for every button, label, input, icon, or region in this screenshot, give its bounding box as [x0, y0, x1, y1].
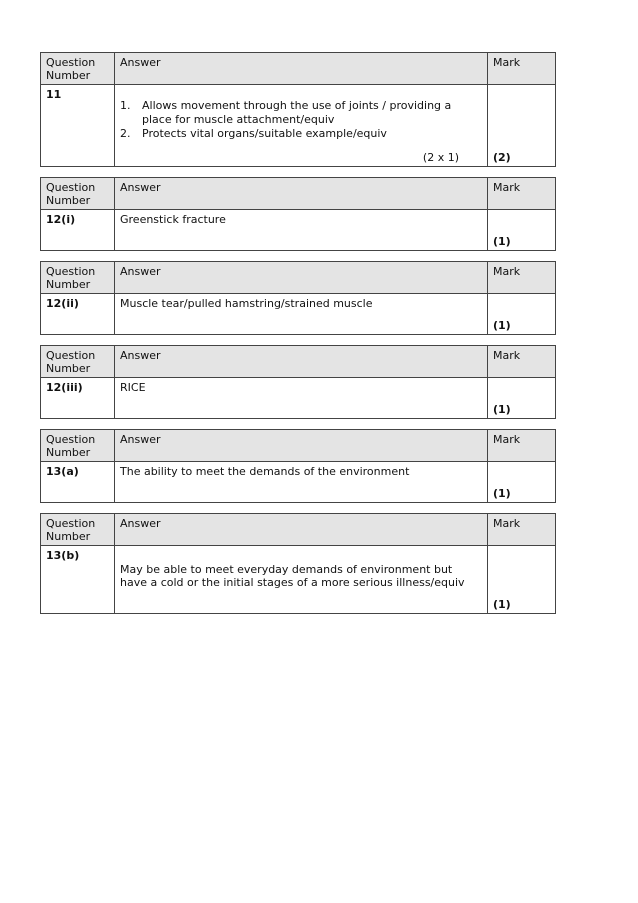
header-mark: Mark: [488, 514, 556, 546]
table-row: [41, 462, 556, 503]
question-13b-table: [40, 513, 556, 614]
answer-cell: Muscle tear/pulled hamstring/strained muscle: [115, 294, 488, 335]
question-number: 13(a): [41, 462, 115, 503]
table-header-row: [41, 262, 556, 294]
mark-value: (2): [493, 151, 511, 164]
table-header-row: [41, 346, 556, 378]
question-11-table: [40, 52, 556, 167]
header-mark: Mark: [488, 346, 556, 378]
header-answer: Answer: [115, 514, 488, 546]
mark-value: (1): [493, 235, 511, 248]
question-number: 13(b): [41, 546, 115, 614]
question-number: 12(ii): [41, 294, 115, 335]
question-12i-table: [40, 177, 556, 251]
question-number: 11: [41, 85, 115, 167]
table-header-row: [41, 514, 556, 546]
header-mark: Mark: [488, 430, 556, 462]
table-header-row: [41, 178, 556, 210]
header-mark: Mark: [488, 262, 556, 294]
table-row: [41, 546, 556, 614]
header-question-number: Question Number: [41, 514, 115, 546]
header-question-number: Question Number: [41, 262, 115, 294]
header-mark: Mark: [488, 178, 556, 210]
mark-value: (1): [493, 487, 511, 500]
mark-value: (1): [493, 598, 511, 611]
question-number: 12(i): [41, 210, 115, 251]
header-answer: Answer: [115, 53, 488, 85]
question-12ii-table: [40, 261, 556, 335]
header-question-number: Question Number: [41, 346, 115, 378]
mark-value: (1): [493, 319, 511, 332]
question-13a-table: [40, 429, 556, 503]
mark-cell: [488, 210, 556, 251]
mark-multiplier: (2 x 1): [422, 151, 459, 164]
mark-value: (1): [493, 403, 511, 416]
table-row: [41, 378, 556, 419]
header-answer: Answer: [115, 178, 488, 210]
list-item: [120, 99, 482, 127]
header-mark: Mark: [488, 53, 556, 85]
item-text: Allows movement through the use of joints / providing a place for muscle attachment/equiv: [142, 99, 452, 126]
mark-cell: [488, 546, 556, 614]
mark-cell: [488, 85, 556, 167]
header-question-number: Question Number: [41, 53, 115, 85]
header-answer: Answer: [115, 346, 488, 378]
answer-text: May be able to meet everyday demands of environment but have a cold or the initial stages of a more serious illness/equiv: [120, 563, 465, 589]
mark-cell: [488, 294, 556, 335]
answer-cell: [115, 85, 488, 167]
table-row: [41, 85, 556, 167]
header-question-number: Question Number: [41, 178, 115, 210]
item-number: 2.: [120, 127, 131, 140]
header-question-number: Question Number: [41, 430, 115, 462]
mark-cell: [488, 462, 556, 503]
header-answer: Answer: [115, 430, 488, 462]
answer-cell: RICE: [115, 378, 488, 419]
item-text: Protects vital organs/suitable example/equiv: [142, 127, 387, 140]
item-number: 1.: [120, 99, 131, 112]
answer-cell: The ability to meet the demands of the environment: [115, 462, 488, 503]
table-header-row: [41, 53, 556, 85]
table-row: [41, 294, 556, 335]
question-12iii-table: [40, 345, 556, 419]
answer-list: [120, 99, 482, 141]
list-item: [120, 127, 482, 141]
mark-cell: [488, 378, 556, 419]
answer-cell: Greenstick fracture: [115, 210, 488, 251]
table-row: [41, 210, 556, 251]
header-answer: Answer: [115, 262, 488, 294]
question-number: 12(iii): [41, 378, 115, 419]
table-header-row: [41, 430, 556, 462]
answer-cell: [115, 546, 488, 614]
